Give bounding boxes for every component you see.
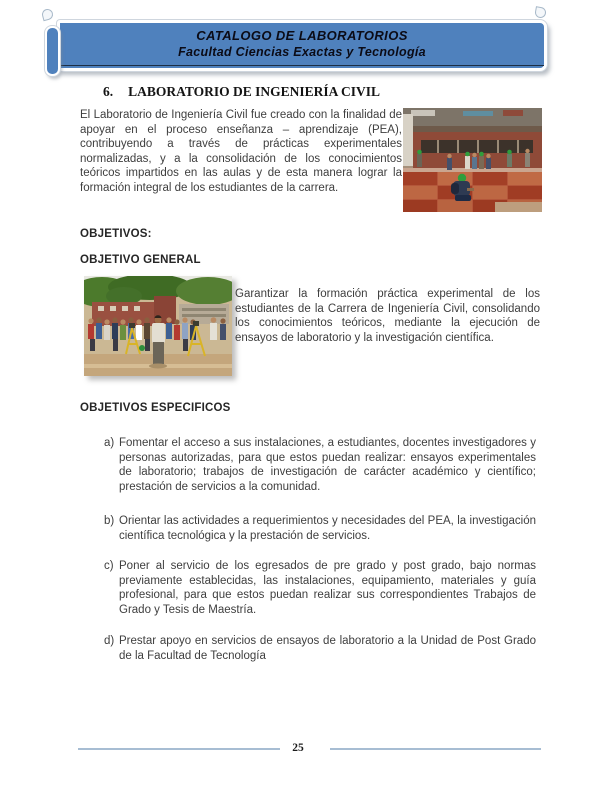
catalog-title: CATALOGO DE LABORATORIOS: [196, 28, 408, 44]
header-banner-text: [60, 23, 544, 68]
banner-divider-rule: [60, 65, 544, 67]
objetivo-general-heading: OBJETIVO GENERAL: [80, 254, 201, 266]
banner-side-capsule: [45, 26, 60, 76]
section-heading: [103, 84, 380, 100]
objetivos-heading: OBJETIVOS:: [80, 228, 152, 240]
objetivo-item-d: [104, 634, 536, 663]
header-banner: [57, 20, 547, 71]
objetivo-item-label: a): [104, 437, 115, 449]
objetivo-item-label: c): [104, 560, 114, 572]
section-number: 6.: [103, 84, 114, 99]
objetivo-item-text: Poner al servicio de los egresados de pre grado y post grado, bajo normas previamente establecidas, las instalaciones, equipamiento, materiales y guía profesional, para que estos puedan realizar sus correspondientes Trabajos de Grado y Tesis de Maestría.: [119, 560, 536, 616]
banner-corner-curl-right-icon: [534, 6, 547, 19]
students-surveying-photo: [84, 276, 232, 376]
banner-corner-curl-left-icon: [41, 8, 54, 21]
objetivo-item-c: [104, 559, 536, 617]
objetivo-general-paragraph: Garantizar la formación práctica experimental de los estudiantes de la Carrera de Ingeniería Civil, consolidando los conocimientos teóricos, mediante la ejecución de ensayos de laboratorio y la investigación científica.: [235, 288, 540, 344]
footer-rule-left: [78, 748, 280, 750]
objetivo-item-b: [104, 514, 536, 543]
section-title: LABORATORIO DE INGENIERÍA CIVIL: [128, 84, 381, 99]
objetivo-item-text: Prestar apoyo en servicios de ensayos de laboratorio a la Unidad de Post Grado de la Facultad de Tecnología: [119, 635, 536, 662]
objetivo-item-text: Orientar las actividades a requerimientos y necesidades del PEA, la investigación científica tecnológica y la prestación de servicios.: [119, 515, 536, 542]
objetivo-item-label: d): [104, 635, 115, 647]
intro-paragraph: El Laboratorio de Ingeniería Civil fue creado con la finalidad de apoyar en el proceso enseñanza – aprendizaje (PEA), contribuyendo a través de prácticas experimentales normalizadas, y a la consolidación de los conocimientos teóricos impartidos en las aulas y de esta manera lograr la formación integral de los estudiantes de la carrera.: [80, 109, 402, 194]
faculty-subtitle: Facultad Ciencias Exactas y Tecnología: [178, 45, 426, 60]
objetivo-item-a: [104, 436, 536, 494]
objetivos-especificos-list: [104, 436, 536, 683]
objetivo-item-text: Fomentar el acceso a sus instalaciones, a estudiantes, docentes investigadores y personas autorizadas, para que estos puedan realizar: ensayos experimentales de laboratorio; trabajos de investigación de carácter académico y científico; prestación de servicios a la comunidad.: [119, 437, 536, 493]
construction-site-photo: [403, 108, 542, 212]
page-number: 25: [292, 742, 304, 754]
objetivo-item-label: b): [104, 515, 115, 527]
objetivos-especificos-heading: OBJETIVOS ESPECIFICOS: [80, 402, 231, 414]
footer-rule-right: [330, 748, 541, 750]
